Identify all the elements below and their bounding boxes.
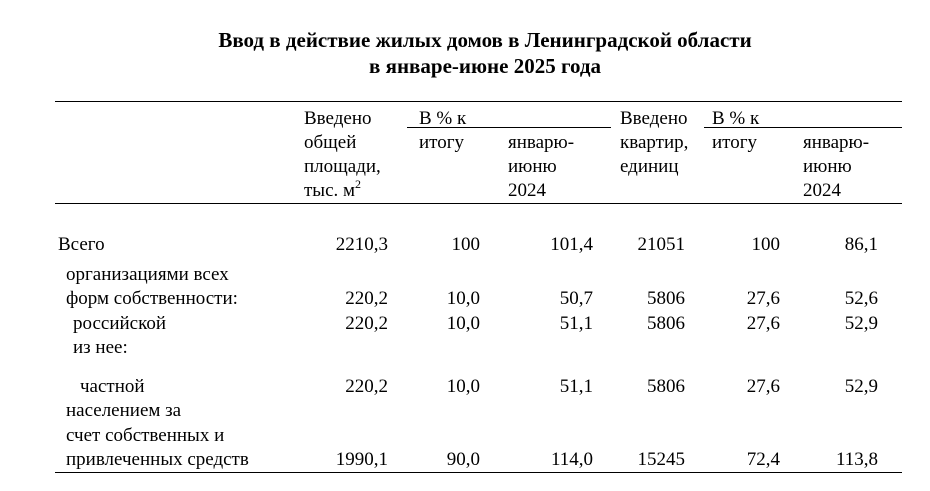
table-cell: 1990,1 (335, 449, 388, 470)
row-label-private: частной (80, 376, 145, 397)
header-percent-group-2: В % к (712, 108, 760, 129)
table-cell: 5806 (647, 313, 685, 334)
table-cell: 52,9 (844, 376, 878, 397)
table-cell: 114,0 (550, 449, 593, 470)
header-total-2: итогу (712, 132, 758, 153)
header-flats-line-1: Введено (620, 108, 688, 129)
header-area-line-1: Введено (304, 108, 372, 129)
row-label-russian: российской (73, 313, 167, 334)
table-cell: 27,6 (746, 313, 780, 334)
table-cell: 5806 (647, 376, 685, 397)
header-area-line-3: площади, (304, 156, 381, 177)
header-prev-1-line-2: июню (508, 156, 557, 177)
table-cell: 51,1 (559, 313, 593, 334)
table-cell: 10,0 (446, 313, 480, 334)
row-label-total: Всего (58, 234, 105, 255)
table-cell: 101,4 (550, 234, 593, 255)
header-bottom-rule (55, 203, 902, 204)
row-label-of-which: из нее: (73, 337, 128, 358)
table-cell: 21051 (637, 234, 685, 255)
table-cell: 220,2 (345, 313, 388, 334)
header-prev-2-line-1: январю- (803, 132, 870, 153)
row-label-organizations-line-2: форм собственности: (66, 288, 238, 309)
header-total-1: итогу (419, 132, 465, 153)
header-flats-line-3: единиц (620, 156, 679, 177)
table-cell: 100 (451, 234, 480, 255)
page-subtitle: в январе-июне 2025 года (369, 54, 601, 78)
table-cell: 72,4 (746, 449, 780, 470)
page-title: Ввод в действие жилых домов в Ленинградской области (218, 28, 752, 52)
table-cell: 27,6 (746, 288, 780, 309)
header-prev-2-line-2: июню (803, 156, 852, 177)
header-area-unit: тыс. $м^2$ (304, 177, 362, 201)
table-cell: 10,0 (446, 376, 480, 397)
table-cell: 50,7 (559, 288, 593, 309)
table-cell: 86,1 (844, 234, 878, 255)
table-cell: 5806 (647, 288, 685, 309)
header-prev-1-line-1: январю- (508, 132, 575, 153)
table-cell: 52,9 (844, 313, 878, 334)
table-cell: 220,2 (345, 376, 388, 397)
row-label-population-line-2: счет собственных и (66, 425, 225, 446)
table-cell: 15245 (637, 449, 685, 470)
table-cell: 51,1 (559, 376, 593, 397)
table-cell: 27,6 (746, 376, 780, 397)
header-prev-2-line-3: 2024 (803, 180, 841, 201)
header-prev-1-line-3: 2024 (508, 180, 546, 201)
header-area-line-2: общей (304, 132, 357, 153)
table-cell: 113,8 (835, 449, 878, 470)
row-label-organizations-line-1: организациями всех (66, 264, 229, 285)
table-bottom-rule (55, 472, 902, 473)
table-cell: 100 (751, 234, 780, 255)
header-percent-group-1: В % к (419, 108, 467, 129)
table-cell: 10,0 (446, 288, 480, 309)
table-cell: 2210,3 (335, 234, 388, 255)
table-top-rule (55, 101, 902, 102)
table-cell: 52,6 (844, 288, 878, 309)
header-flats-line-2: квартир, (620, 132, 689, 153)
table-cell: 220,2 (345, 288, 388, 309)
row-label-population-line-1: населением за (66, 400, 182, 421)
table-cell: 90,0 (446, 449, 480, 470)
row-label-population-line-3: привлеченных средств (66, 449, 249, 470)
